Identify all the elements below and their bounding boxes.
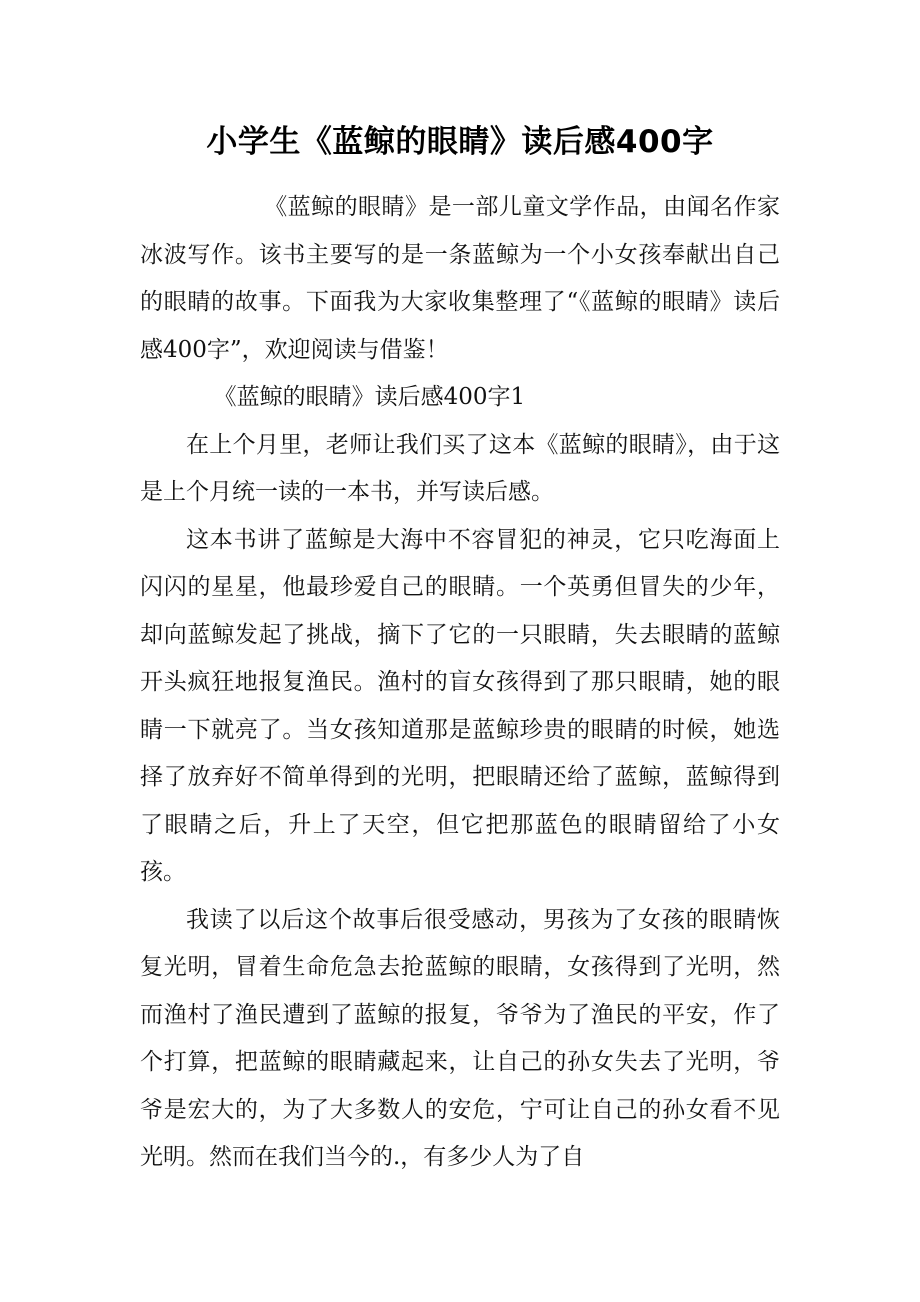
document-title: 小学生《蓝鲸的眼睛》读后感400字 <box>206 124 714 160</box>
intro-paragraph: 《蓝鲸的眼睛》是一部儿童文学作品，由闻名作家冰波写作。该书主要写的是一条蓝鲸为一个小女孩奉献出自己的眼睛的故事。下面我为大家收集整理了“《蓝鲸的眼睛》读后感400字”，欢迎阅读与借鉴！ <box>140 194 780 363</box>
body-paragraph-3: 我读了以后这个故事后很受感动，男孩为了女孩的眼睛恢复光明，冒着生命危急去抢蓝鲸的眼睛，女孩得到了光明，然而渔村了渔民遭到了蓝鲸的报复，爷爷为了渔民的平安，作了个打算，把蓝鲸的眼睛藏起来，让自己的孙女失去了光明，爷爷是宏大的，为了大多数人的安危，宁可让自己的孙女看不见光明。然而在我们当今的.，有多少人为了自 <box>140 906 780 1170</box>
document-body <box>140 184 780 1182</box>
section-heading: 《蓝鲸的眼睛》读后感400字1 <box>213 384 526 410</box>
body-paragraph-1: 在上个月里，老师让我们买了这本《蓝鲸的眼睛》，由于这是上个月统一读的一本书，并写读后感。 <box>140 431 780 505</box>
body-paragraph-2: 这本书讲了蓝鲸是大海中不容冒犯的神灵，它只吃海面上闪闪的星星，他最珍爱自己的眼睛。一个英勇但冒失的少年，却向蓝鲸发起了挑战，摘下了它的一只眼睛，失去眼睛的蓝鲸开头疯狂地报复渔民。渔村的盲女孩得到了那只眼睛，她的眼睛一下就亮了。当女孩知道那是蓝鲸珍贵的眼睛的时候，她选择了放弃好不简单得到的光明，把眼睛还给了蓝鲸，蓝鲸得到了眼睛之后，升上了天空，但它把那蓝色的眼睛留给了小女孩。 <box>140 526 780 885</box>
